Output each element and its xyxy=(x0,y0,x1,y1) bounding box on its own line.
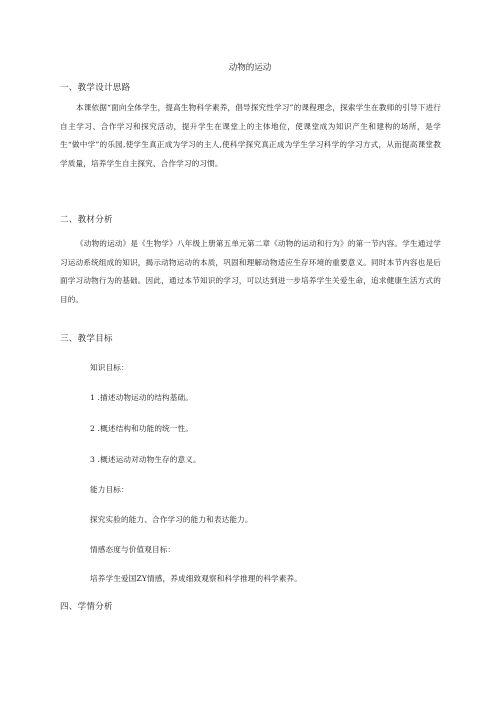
section-paragraph-design-ideas: 本课依据“面向全体学生，提高生物科学素养，倡导探究性学习”的课程理念，探索学生在教师的引导下进行自主学习、合作学习和探究活动，提升学生在课堂上的主体地位，使课堂成为知识产生和建构的场所，是学生“做中学”的乐园,使学生真正成为学习的主人,使科学探究真正成为学生学习科学的学习方式，从而提高课堂教学质量，培养学生自主探究、合作学习的习惯。 xyxy=(60,103,441,168)
ability-goals-text: 探究实验的能力、合作学习的能力和表达能力。 xyxy=(90,515,253,524)
ability-goals-label: 能力目标： xyxy=(90,485,129,494)
document-title: 动物的运动 xyxy=(228,63,272,73)
section-heading-learner-analysis: 四、学情分析 xyxy=(60,602,113,612)
section-heading-teaching-goals: 三、教学目标 xyxy=(60,334,113,344)
emotion-goals-label: 情感态度与价值观目标： xyxy=(90,545,176,554)
emotion-goals-text: 培养学生爱国ZY情感，养成细致观察和科学推理的科学素养。 xyxy=(90,574,302,583)
knowledge-goal-item-1: 1 .描述动物运动的结构基础。 xyxy=(90,393,194,402)
section-heading-design-ideas: 一、教学设计思路 xyxy=(60,83,131,93)
knowledge-goal-item-2: 2 .概述结构和功能的统一性。 xyxy=(90,424,194,433)
knowledge-goal-item-3: 3 .概述运动对动物生存的意义。 xyxy=(90,455,201,464)
section-heading-material-analysis: 二、教材分析 xyxy=(60,215,113,225)
section-paragraph-material-analysis: 《动物的运动》是《生物学》八年级上册第五单元第二章《动物的运动和行为》的第一节内容。学生通过学习运动系统组成的知识，揭示动物运动的本质，巩固和理解动物适应生存环境的重要意义。同时本节内容也是后面学习动物行为的基础。因此，通过本节知识的学习，可以达到进一步培养学生关爱生命，追求健康生活方式的目的。 xyxy=(60,239,441,304)
knowledge-goals-label: 知识目标： xyxy=(90,363,129,372)
